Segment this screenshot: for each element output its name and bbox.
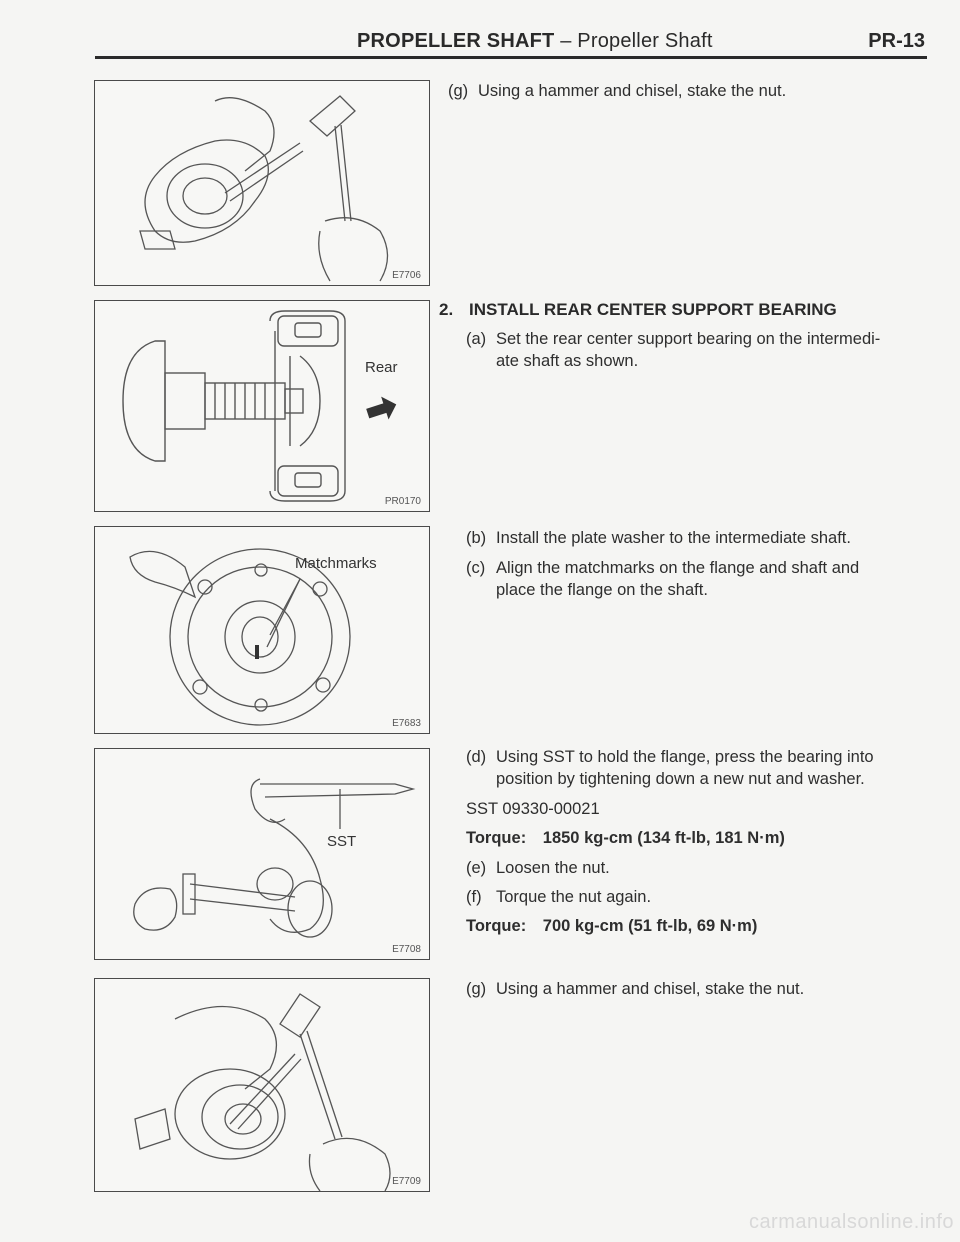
torque-label: Torque: [466, 829, 527, 847]
step-a [466, 328, 880, 372]
figure-rear-bearing [94, 300, 430, 512]
sst-label: SST [327, 833, 357, 850]
step-label: (b) [466, 529, 487, 547]
step-text: Set the rear center support bearing on the intermedi- [496, 330, 881, 348]
step-number: 2. [439, 300, 454, 319]
header-title-main: PROPELLER SHAFT [357, 30, 555, 52]
torque-value: 700 kg-cm (51 ft-lb, 69 N·m) [542, 917, 758, 935]
rear-label: Rear [365, 359, 398, 376]
sst-illustration [95, 749, 429, 959]
torque-label: Torque: [466, 917, 527, 935]
bearing-illustration [95, 301, 429, 511]
step-text: Using a hammer and chisel, stake the nut. [478, 82, 787, 100]
step-title: INSTALL REAR CENTER SUPPORT BEARING [469, 300, 837, 319]
step-label: (a) [466, 330, 487, 348]
watermark: carmanualsonline.info [748, 1211, 954, 1233]
figure-code: E7706 [392, 270, 421, 281]
step-text-cont: position by tightening down a new nut and washer. [496, 770, 865, 788]
torque-2 [466, 915, 757, 937]
step-g1 [448, 80, 786, 102]
hammer-chisel-illustration [95, 81, 429, 285]
step-text: Loosen the nut. [496, 859, 610, 877]
step-label: (g) [466, 980, 487, 998]
figure-code: PR0170 [384, 496, 421, 507]
step-label: (d) [466, 748, 487, 766]
figure-code: E7683 [392, 718, 421, 729]
step-g2 [466, 978, 804, 1000]
step-b [466, 527, 851, 549]
step-label: (f) [466, 888, 482, 906]
page-number: PR-13 [868, 30, 925, 52]
step-c [466, 557, 859, 601]
step-text: Install the plate washer to the intermediate shaft. [496, 529, 851, 547]
matchmarks-label: Matchmarks [295, 555, 377, 572]
step-text: Torque the nut again. [496, 888, 652, 906]
figure-matchmarks [94, 526, 430, 734]
flange-illustration [95, 527, 429, 733]
page-header [95, 30, 925, 56]
step-d [466, 746, 874, 790]
figure-stake-nut-1 [94, 80, 430, 286]
header-rule [95, 56, 927, 59]
step-text-cont: ate shaft as shown. [496, 352, 639, 370]
step-f [466, 886, 651, 908]
torque-1 [466, 827, 785, 849]
figure-stake-nut-2 [94, 978, 430, 1192]
step-label: (g) [448, 82, 469, 100]
figure-sst [94, 748, 430, 960]
step-label: (c) [466, 559, 486, 577]
step-text: Using a hammer and chisel, stake the nut. [496, 980, 805, 998]
step-2-heading [439, 300, 837, 320]
sst-number: SST 09330-00021 [466, 800, 600, 818]
hammer-chisel-illustration-2 [95, 979, 429, 1191]
figure-code: E7709 [392, 1176, 421, 1187]
header-title [357, 30, 713, 53]
step-text-cont: place the flange on the shaft. [496, 581, 708, 599]
step-text: Align the matchmarks on the flange and shaft and [496, 559, 860, 577]
step-e [466, 857, 610, 879]
rear-arrow-icon [364, 393, 400, 425]
step-label: (e) [466, 859, 487, 877]
header-title-sub: – Propeller Shaft [554, 30, 713, 52]
step-text: Using SST to hold the flange, press the bearing into [496, 748, 874, 766]
figure-code: E7708 [392, 944, 421, 955]
torque-value: 1850 kg-cm (134 ft-lb, 181 N·m) [542, 829, 785, 847]
